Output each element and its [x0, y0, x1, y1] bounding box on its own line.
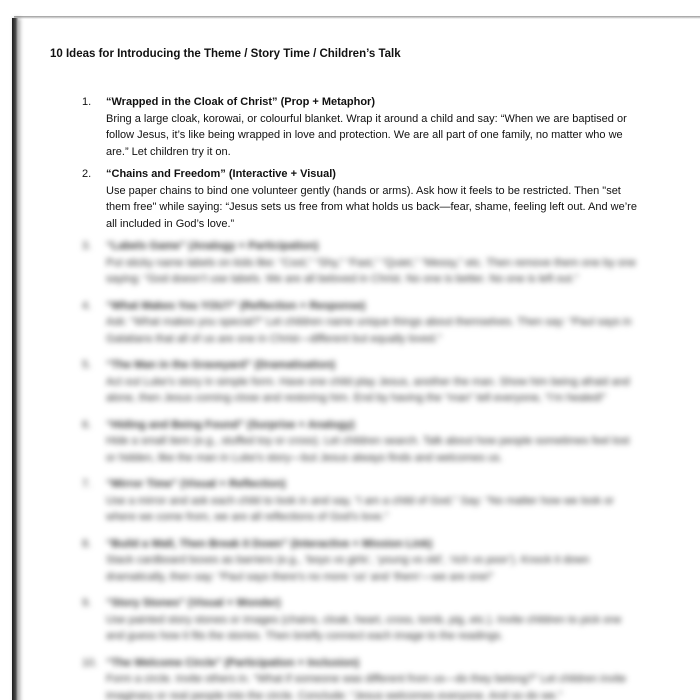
idea-body: Bring a large cloak, korowai, or colourful blanket. Wrap it around a child and say: “When we are baptised or follow Jesus, it’s like being wrapped in love and protection. We are all part of one family, no matter who we are.” Let children try it on. [106, 112, 627, 158]
idea-item-9 [82, 595, 642, 655]
idea-body: Ask: “What makes you special?” Let children name unique things about themselves. Then say: “Paul says in Galatians that all of us are one in Christ—different but equally loved.” [106, 316, 632, 345]
idea-number: 5. [82, 359, 92, 371]
idea-body: Hide a small item (e.g., stuffed toy or cross). Let children search. Talk about how people sometimes feel lost or hidden, like the man in Luke’s story—but Jesus always finds and welcomes us. [106, 435, 630, 464]
idea-item-5 [82, 357, 642, 417]
idea-number: 7. [82, 478, 92, 490]
idea-heading: “Chains and Freedom” (Interactive + Visual) [106, 168, 336, 180]
idea-heading: “Wrapped in the Cloak of Christ” (Prop + Metaphor) [106, 96, 376, 108]
idea-item-8 [82, 536, 642, 596]
idea-number: 2. [82, 168, 92, 180]
idea-item-4 [82, 298, 642, 358]
idea-number: 1. [82, 96, 92, 108]
idea-number: 6. [82, 418, 92, 431]
idea-body: Stack cardboard boxes as barriers (e.g., ‘boys vs girls’, ‘young vs old’, ‘rich vs poor’). Knock it down dramatically, then say: “Paul says there’s no more ‘us’ and ‘them’—we are one!” [106, 554, 590, 583]
ideas-list [82, 94, 642, 700]
idea-heading: “What Makes You YOU?” (Reflection + Response) [106, 299, 366, 312]
idea-body: Use a mirror and ask each child to look in and say, “I am a child of God.” Say: “No matter how we look or where we come from, we are all reflections of God’s love.” [106, 494, 614, 523]
idea-heading: “Mirror Time” (Visual + Reflection) [106, 478, 286, 490]
page-left-edge-shadow [12, 18, 18, 700]
idea-heading: “Hiding and Being Found” (Surprise + Analogy) [106, 418, 355, 431]
idea-number: 3. [82, 240, 92, 252]
idea-body: Form a circle. Invite others in. “What if someone was different from us—do they belong?” Let children invite imaginary or real people into the circle. Conclude: “Jesus welcomes everyone. And so do we.” [106, 673, 627, 700]
idea-heading: “The Welcome Circle” (Participation + Inclusion) [106, 656, 360, 669]
idea-heading: “Story Stones” (Visual + Wonder) [106, 597, 281, 609]
idea-heading: “The Man in the Graveyard” (Dramatisation) [106, 359, 336, 371]
idea-heading: “Labels Game” (Analogy + Participation) [106, 240, 319, 252]
idea-item-3 [82, 238, 642, 298]
idea-item-6 [82, 417, 642, 477]
idea-item-7 [82, 476, 642, 536]
idea-number: 8. [82, 537, 92, 550]
idea-item-1 [82, 94, 642, 166]
idea-heading: “Build a Wall, Then Break it Down” (Interactive + Mission Link) [106, 537, 433, 550]
idea-body: Act out Luke’s story in simple form. Have one child play Jesus, another the man. Show him being afraid and alone, then Jesus coming close and restoring him. End by having the “man” tell everyone, “I’m healed!” [106, 375, 630, 404]
idea-number: 9. [82, 597, 92, 609]
idea-item-2 [82, 166, 642, 238]
idea-body: Use paper chains to bind one volunteer gently (hands or arms). Ask how it feels to be restricted. Then "set them free" while saying: “Jesus sets us free from what holds us back—fear, shame, feeling left out. And we’re all included in God’s love.” [106, 184, 637, 230]
idea-number: 10. [82, 656, 98, 669]
idea-body: Put sticky name labels on kids like: “Cool,” “Shy,” “Fast,” “Quiet,” “Messy,” etc. Then remove them one by one saying: “God doesn’t use labels. We are all beloved in Christ. No one is better. No one is left out.” [106, 256, 637, 285]
idea-item-10 [82, 655, 642, 700]
document-title: 10 Ideas for Introducing the Theme / Story Time / Children’s Talk [50, 48, 401, 60]
idea-body: Use painted story stones or images (chains, cloak, heart, cross, tomb, pig, etc.). Invite children to pick one and guess how it fits the stories. Then briefly connect each image to the readings. [106, 613, 622, 642]
idea-number: 4. [82, 299, 92, 312]
